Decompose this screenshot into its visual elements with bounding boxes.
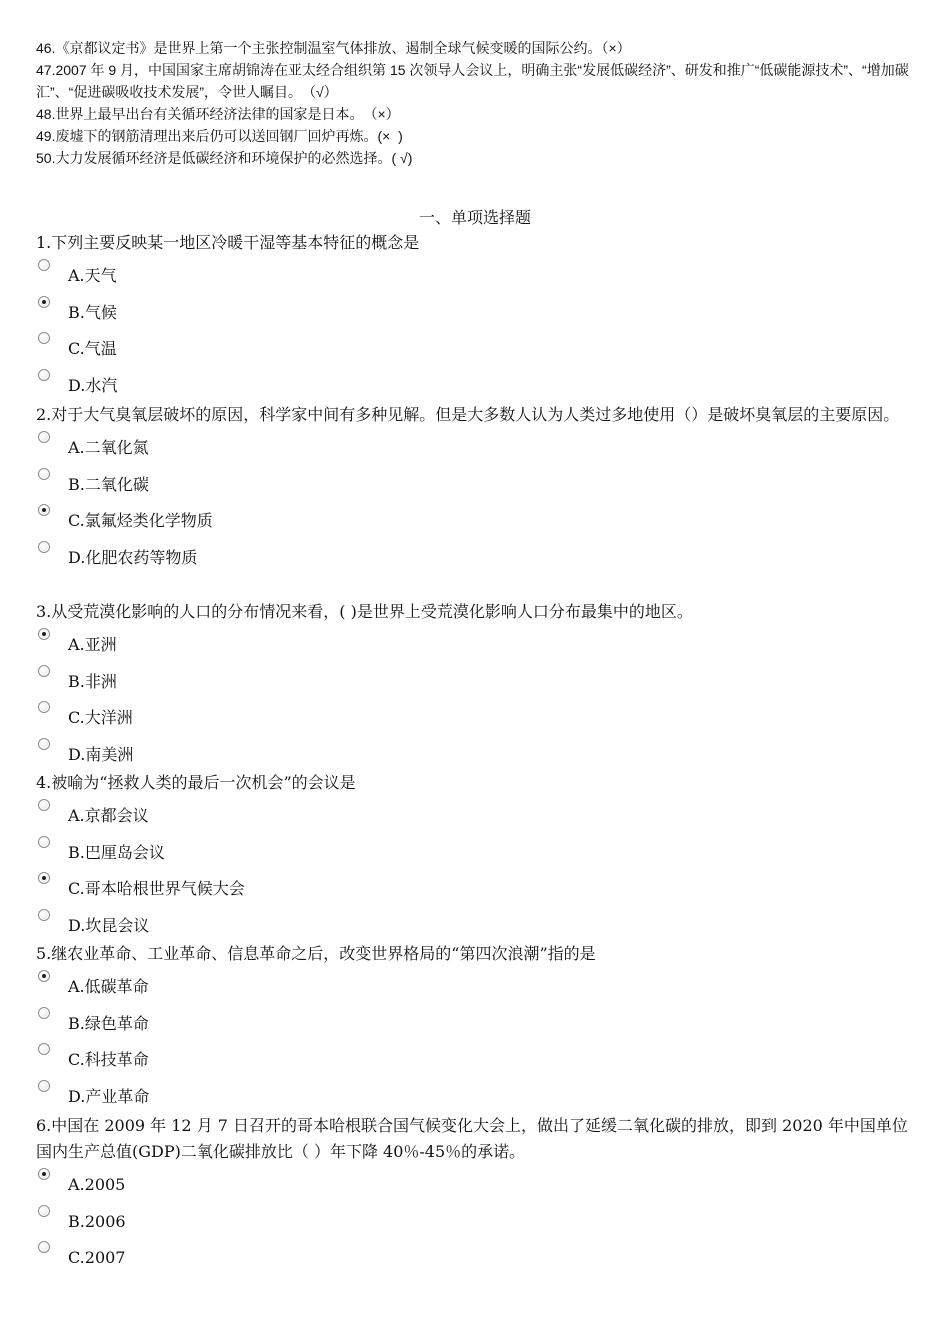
option-label: C.氯氟烃类化学物质 bbox=[68, 511, 213, 530]
option-label: B.气候 bbox=[68, 302, 117, 322]
option-a[interactable] bbox=[36, 625, 918, 662]
radio-button[interactable] bbox=[38, 872, 50, 884]
question-text: 2.对于大气臭氧层破坏的原因，科学家中间有多种见解。但是大多数人认为人类过多地使用（）是破坏臭氧层的主要原因。 bbox=[36, 405, 900, 424]
option-b[interactable] bbox=[36, 465, 918, 502]
radio-button[interactable] bbox=[38, 701, 50, 713]
tf-item-46: 46.《京都议定书》是世界上第一个主张控制温室气体排放、遏制全球气候变暖的国际公约。（×） bbox=[36, 40, 631, 56]
radio-button[interactable] bbox=[38, 504, 50, 516]
radio-button[interactable] bbox=[38, 1007, 50, 1019]
option-d[interactable] bbox=[36, 906, 918, 943]
question-1 bbox=[36, 230, 918, 402]
radio-button[interactable] bbox=[38, 296, 50, 308]
option-b[interactable] bbox=[36, 293, 918, 330]
option-d[interactable] bbox=[36, 538, 918, 575]
radio-button[interactable] bbox=[38, 1168, 50, 1180]
true-false-answers bbox=[36, 37, 926, 169]
option-b[interactable] bbox=[36, 1202, 918, 1239]
radio-button[interactable] bbox=[38, 665, 50, 677]
question-4 bbox=[36, 770, 918, 942]
question-2 bbox=[36, 402, 918, 574]
option-label: A.天气 bbox=[68, 266, 117, 285]
radio-button[interactable] bbox=[38, 259, 50, 271]
option-d[interactable] bbox=[36, 366, 918, 403]
option-label: D.化肥农药等物质 bbox=[68, 547, 198, 567]
option-label: C.科技革命 bbox=[68, 1050, 149, 1069]
radio-button[interactable] bbox=[38, 799, 50, 811]
option-c[interactable] bbox=[36, 329, 918, 366]
tf-item-48: 48.世界上最早出台有关循环经济法律的国家是日本。 （×） bbox=[36, 106, 400, 122]
option-label: A.2005 bbox=[68, 1175, 126, 1194]
option-a[interactable] bbox=[36, 967, 918, 1004]
question-5 bbox=[36, 941, 918, 1113]
question-text: 1.下列主要反映某一地区冷暖干湿等基本特征的概念是 bbox=[36, 233, 420, 252]
option-label: A.京都会议 bbox=[68, 806, 149, 825]
tf-item-50: 50.大力发展循环经济是低碳经济和环境保护的必然选择。( √) bbox=[36, 150, 413, 166]
radio-button[interactable] bbox=[38, 909, 50, 921]
option-b[interactable] bbox=[36, 833, 918, 870]
section-title: 一、单项选择题 bbox=[418, 208, 531, 227]
radio-button[interactable] bbox=[38, 431, 50, 443]
radio-button[interactable] bbox=[38, 1241, 50, 1253]
question-text: 3.从受荒漠化影响的人口的分布情况来看，( )是世界上受荒漠化影响人口分布最集中的地区。 bbox=[36, 602, 693, 621]
option-label: B.非洲 bbox=[68, 671, 117, 691]
radio-button[interactable] bbox=[38, 1080, 50, 1092]
option-b[interactable] bbox=[36, 1004, 918, 1041]
option-label: D.水汽 bbox=[68, 375, 118, 395]
option-c[interactable] bbox=[36, 869, 918, 906]
option-label: B.巴厘岛会议 bbox=[68, 842, 165, 862]
question-6 bbox=[36, 1113, 918, 1275]
question-text: 5.继农业革命、工业革命、信息革命之后，改变世界格局的“第四次浪潮”指的是 bbox=[36, 944, 596, 963]
option-d[interactable] bbox=[36, 1077, 918, 1114]
option-label: D.南美洲 bbox=[68, 744, 134, 764]
option-c[interactable] bbox=[36, 501, 918, 538]
radio-button[interactable] bbox=[38, 369, 50, 381]
radio-button[interactable] bbox=[38, 541, 50, 553]
option-c[interactable] bbox=[36, 1040, 918, 1077]
radio-button[interactable] bbox=[38, 1205, 50, 1217]
option-a[interactable] bbox=[36, 256, 918, 293]
radio-button[interactable] bbox=[38, 628, 50, 640]
option-label: B.2006 bbox=[68, 1211, 126, 1231]
option-label: A.二氧化氮 bbox=[68, 438, 149, 457]
option-a[interactable] bbox=[36, 796, 918, 833]
question-text: 4.被喻为“拯救人类的最后一次机会”的会议是 bbox=[36, 773, 356, 792]
option-c[interactable] bbox=[36, 1238, 918, 1275]
option-label: D.产业革命 bbox=[68, 1086, 150, 1106]
question-text: 6.中国在 2009 年 12 月 7 日召开的哥本哈根联合国气候变化大会上，做出了延缓二氧化碳的排放，即到 2020 年中国单位国内生产总值(GDP)二氧化碳排放比（ ）年下降 40％-45％的承诺。 bbox=[36, 1116, 908, 1161]
question-3 bbox=[36, 599, 918, 771]
option-d[interactable] bbox=[36, 735, 918, 772]
option-a[interactable] bbox=[36, 1165, 918, 1202]
radio-button[interactable] bbox=[38, 836, 50, 848]
option-label: C.气温 bbox=[68, 339, 117, 358]
option-a[interactable] bbox=[36, 428, 918, 465]
radio-button[interactable] bbox=[38, 332, 50, 344]
radio-button[interactable] bbox=[38, 738, 50, 750]
radio-button[interactable] bbox=[38, 970, 50, 982]
tf-item-47: 47.2007 年 9 月，中国国家主席胡锦涛在亚太经合组织第 15 次领导人会议上，明确主张“发展低碳经济”、研发和推广“低碳能源技术”、“增加碳汇”、“促进碳吸收技术发展”，令世人瞩目。 （√） bbox=[36, 62, 909, 100]
radio-button[interactable] bbox=[38, 468, 50, 480]
option-c[interactable] bbox=[36, 698, 918, 735]
option-b[interactable] bbox=[36, 662, 918, 699]
option-label: A.低碳革命 bbox=[68, 977, 149, 996]
tf-item-49: 49.废墟下的钢筋清理出来后仍可以送回钢厂回炉再炼。(× ) bbox=[36, 128, 403, 144]
option-label: B.二氧化碳 bbox=[68, 474, 149, 494]
option-label: D.坎昆会议 bbox=[68, 915, 150, 935]
option-label: B.绿色革命 bbox=[68, 1013, 149, 1033]
option-label: A.亚洲 bbox=[68, 635, 117, 654]
option-label: C.哥本哈根世界气候大会 bbox=[68, 879, 245, 898]
option-label: C.大洋洲 bbox=[68, 708, 133, 727]
radio-button[interactable] bbox=[38, 1043, 50, 1055]
option-label: C.2007 bbox=[68, 1248, 126, 1267]
